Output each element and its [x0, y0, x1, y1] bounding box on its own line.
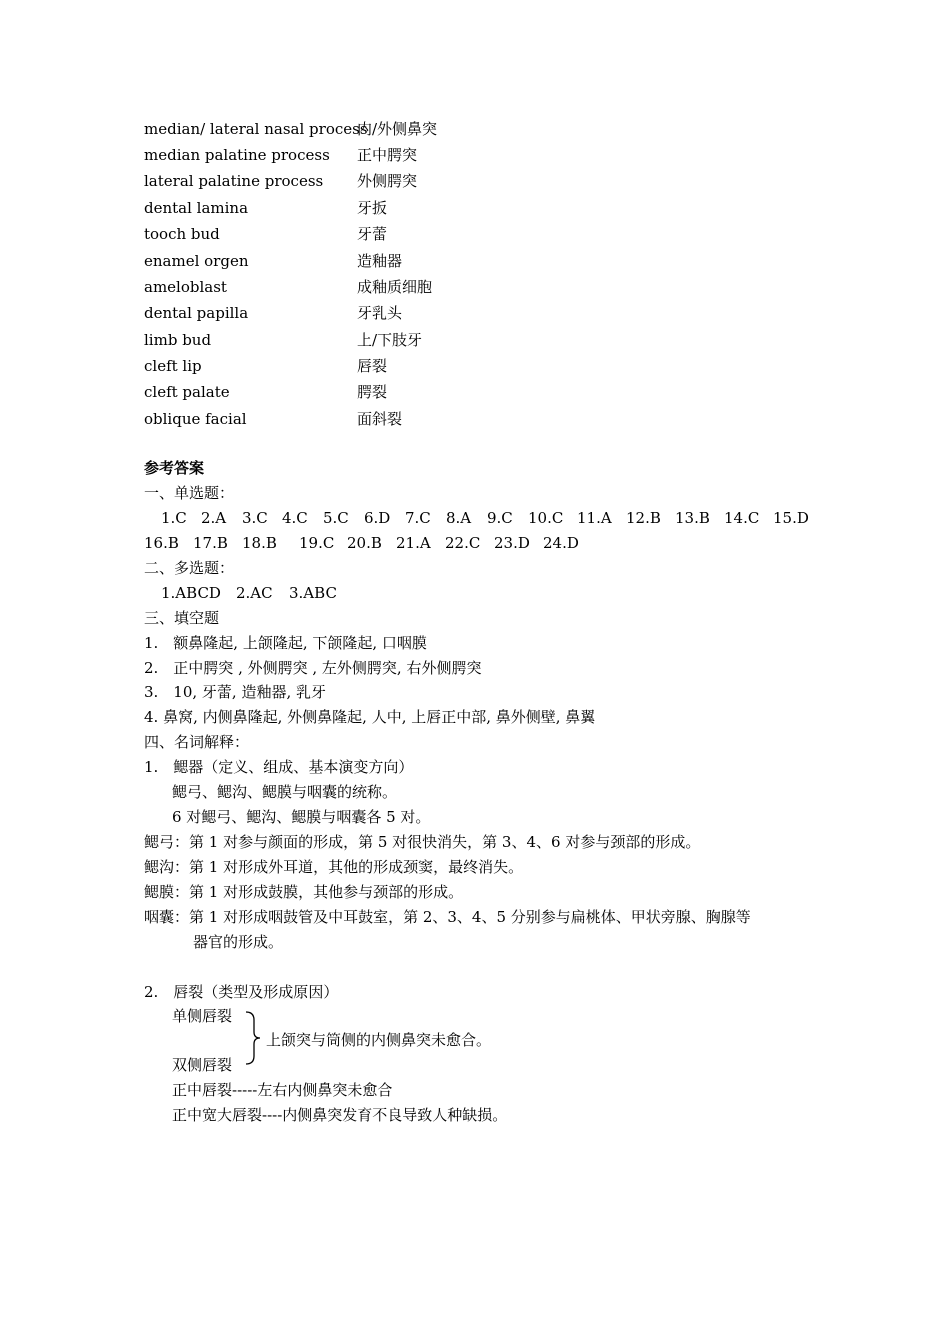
glossary-en: median palatine process: [144, 146, 330, 164]
glossary-cn: 面斜裂: [357, 410, 403, 428]
fill-blank-item: 3. 10, 牙蕾, 造釉器, 乳牙: [144, 683, 327, 701]
answers-heading: 参考答案: [144, 459, 205, 477]
answer-item: 15.D: [773, 509, 809, 527]
answer-item: 14.C: [724, 509, 760, 527]
answer-item: 7.C: [405, 509, 431, 527]
glossary-cn: 外侧腭突: [357, 172, 418, 190]
answer-item: 1.C: [161, 509, 187, 527]
term-membrane: 鳃膜：第 1 对形成鼓膜，其他参与颈部的形成。: [144, 883, 464, 901]
glossary-en: dental papilla: [144, 304, 249, 322]
fill-blank-title: 三、填空题: [144, 609, 220, 627]
answer-item: 10.C: [528, 509, 564, 527]
answer-item: 11.A: [577, 509, 612, 527]
answer-item: 21.A: [396, 534, 431, 552]
answer-item: 16.B: [144, 534, 179, 552]
glossary-cn: 唇裂: [357, 357, 388, 375]
term-count: 6 对鳃弓、鳃沟、鳃膜与咽囊各 5 对。: [172, 808, 431, 826]
answer-item: 5.C: [323, 509, 349, 527]
answer-item: 9.C: [487, 509, 513, 527]
answer-item: 20.B: [347, 534, 382, 552]
glossary-en: median/ lateral nasal process: [144, 120, 368, 138]
answer-item: 6.D: [364, 509, 391, 527]
answer-item: 4.C: [282, 509, 308, 527]
cleft-bilateral: 双侧唇裂: [172, 1056, 233, 1074]
answer-item: 3.C: [242, 509, 268, 527]
cleft-median: 正中唇裂-----左右内侧鼻突未愈合: [172, 1081, 393, 1099]
term-pouch: 咽囊：第 1 对形成咽鼓管及中耳鼓室，第 2、3、4、5 分别参与扁桃体、甲状旁腺、胸腺等: [144, 908, 751, 926]
cleft-median-wide: 正中宽大唇裂----内侧鼻突发育不良导致人种缺损。: [172, 1106, 508, 1124]
term-pouch-continued: 器官的形成。: [193, 933, 284, 951]
answer-item: 2.A: [201, 509, 227, 527]
glossary-en: cleft palate: [144, 383, 230, 401]
answer-item: 17.B: [193, 534, 228, 552]
glossary-cn: 正中腭突: [357, 146, 418, 164]
glossary-cn: 成釉质细胞: [357, 278, 433, 296]
terms-title: 四、名词解释：: [144, 733, 250, 751]
fill-blank-item: 4. 鼻窝, 内侧鼻隆起, 外侧鼻隆起, 人中, 上唇正中部, 鼻外侧壁, 鼻翼: [144, 708, 596, 726]
answer-item: 19.C: [299, 534, 335, 552]
term-question-1: 1. 鳃器（定义、组成、基本演变方向）: [144, 758, 414, 776]
answer-item: 12.B: [626, 509, 661, 527]
cleft-cause: 上颌突与筒侧的内侧鼻突未愈合。: [266, 1031, 492, 1049]
term-question-2: 2. 唇裂（类型及形成原因）: [144, 983, 339, 1001]
glossary-en: tooch bud: [144, 225, 220, 243]
answer-item: 13.B: [675, 509, 710, 527]
glossary-cn: 腭裂: [357, 383, 388, 401]
answer-item: 8.A: [446, 509, 472, 527]
answer-item: 3.ABC: [289, 584, 337, 602]
glossary-en: limb bud: [144, 331, 212, 349]
glossary-cn: 内/外侧鼻突: [357, 120, 438, 138]
glossary-en: ameloblast: [144, 278, 227, 296]
glossary-en: lateral palatine process: [144, 172, 324, 190]
glossary-en: enamel orgen: [144, 252, 249, 270]
term-definition: 鳃弓、鳃沟、鳃膜与咽囊的统称。: [172, 783, 398, 801]
answer-item: 1.ABCD: [161, 584, 221, 602]
answer-item: 2.AC: [236, 584, 273, 602]
answer-item: 22.C: [445, 534, 481, 552]
glossary-cn: 牙乳头: [357, 304, 403, 322]
fill-blank-item: 2. 正中腭突 , 外侧腭突 , 左外侧腭突, 右外侧腭突: [144, 659, 482, 677]
curly-brace-icon: [242, 1010, 262, 1066]
answer-item: 18.B: [242, 534, 277, 552]
glossary-cn: 牙蕾: [357, 225, 388, 243]
term-arch: 鳃弓：第 1 对参与颜面的形成，第 5 对很快消失，第 3、4、6 对参与颈部的形成。: [144, 833, 701, 851]
glossary-en: oblique facial: [144, 410, 247, 428]
multi-choice-title: 二、多选题：: [144, 559, 235, 577]
answer-item: 24.D: [543, 534, 579, 552]
glossary-en: dental lamina: [144, 199, 249, 217]
cleft-unilateral: 单侧唇裂: [172, 1007, 233, 1025]
glossary-cn: 牙扳: [357, 199, 388, 217]
term-groove: 鳃沟：第 1 对形成外耳道，其他的形成颈窦，最终消失。: [144, 858, 524, 876]
glossary-cn: 造釉器: [357, 252, 403, 270]
fill-blank-item: 1. 额鼻隆起, 上颌隆起, 下颌隆起, 口咽膜: [144, 634, 427, 652]
glossary-en: cleft lip: [144, 357, 202, 375]
glossary-cn: 上/下肢牙: [357, 331, 423, 349]
single-choice-title: 一、单选题：: [144, 484, 235, 502]
answer-item: 23.D: [494, 534, 530, 552]
